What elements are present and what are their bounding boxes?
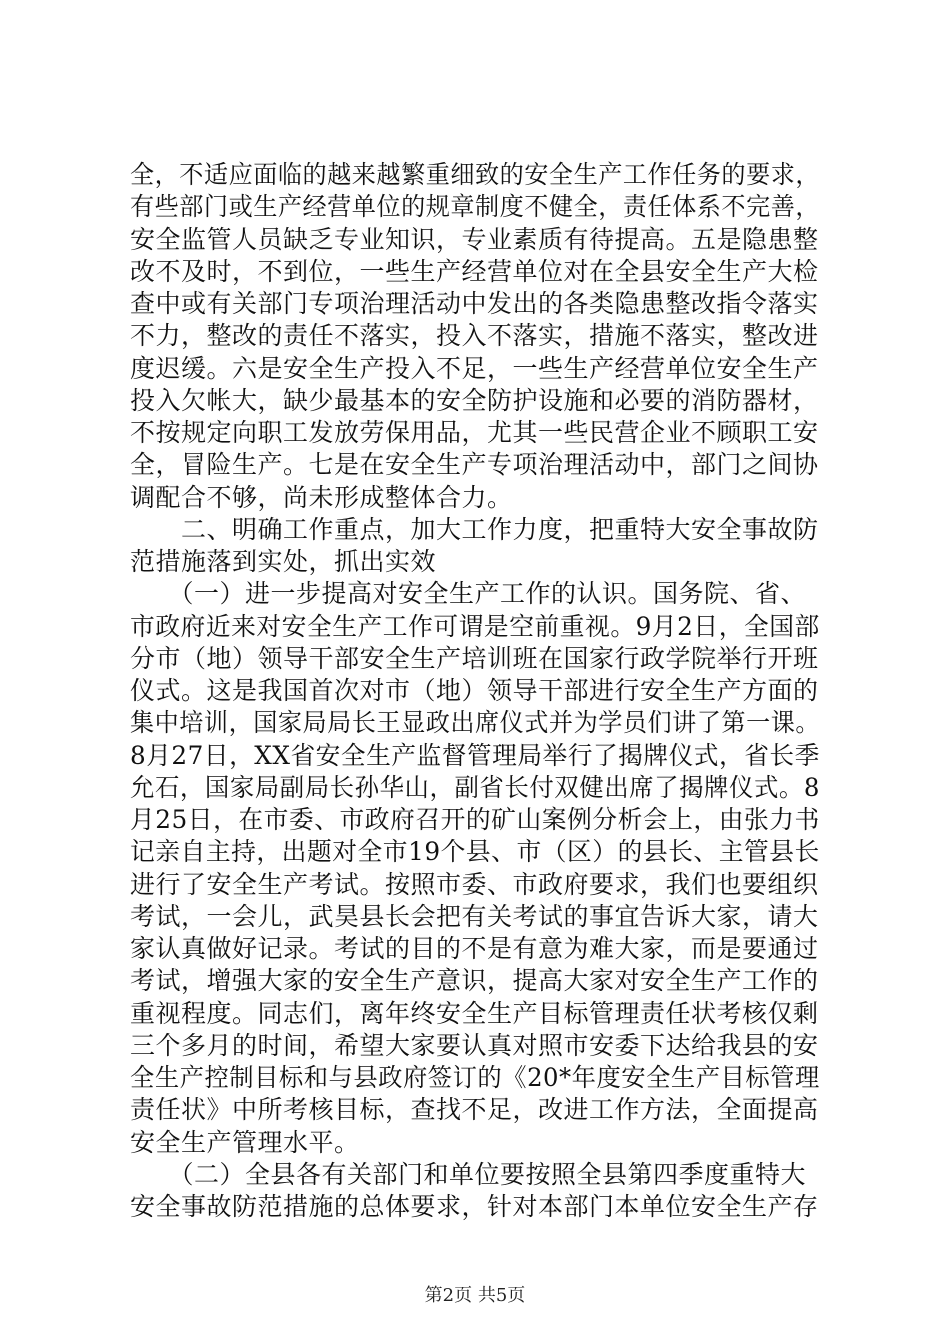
text-line: 全，不适应面临的越来越繁重细致的安全生产工作任务的要求， [130,160,821,189]
text-line: 重视程度。同志们，离年终安全生产目标管理责任状考核仅剩 [130,998,819,1028]
text-line: 全，冒险生产。七是在安全生产专项治理活动中，部门之间协 [130,450,819,480]
text-line: 二、明确工作重点，加大工作力度，把重特大安全事故防 [130,514,819,544]
text-line: 改不及时，不到位，一些生产经营单位对在全县安全生产大检 [130,256,819,286]
text-line: 家认真做好记录。考试的目的不是有意为难大家，而是要通过 [130,934,819,963]
text-line: 仪式。这是我国首次对市（地）领导干部进行安全生产方面的 [130,676,819,705]
text-line: 安全事故防范措施的总体要求，针对本部门本单位安全生产存 [130,1192,819,1221]
text-line: 不按规定向职工发放劳保用品，尤其一些民营企业不顾职工安 [130,418,819,447]
text-line: 查中或有关部门专项治理活动中发出的各类隐患整改指令落实 [130,289,819,318]
text-line: 记亲自主持，出题对全市19个县、市（区）的县长、主管县长 [130,837,820,867]
text-line: 8月27日，XX省安全生产监督管理局举行了揭牌仪式，省长季 [130,740,820,770]
text-line: （一）进一步提高对安全生产工作的认识。国务院、省、 [130,579,807,609]
text-line: （二）全县各有关部门和单位要按照全县第四季度重特大 [130,1159,807,1189]
text-line: 进行了安全生产考试。按照市委、市政府要求，我们也要组织 [130,869,819,899]
text-line: 不力，整改的责任不落实，投入不落实，措施不落实，整改进 [130,321,819,351]
text-line: 安全监管人员缺乏专业知识，专业素质有待提高。五是隐患整 [130,224,819,254]
text-line: 有些部门或生产经营单位的规章制度不健全，责任体系不完善， [130,192,821,222]
text-line: 考试，一会儿，武昊县长会把有关考试的事宜告诉大家，请大 [130,901,819,931]
text-line: 分市（地）领导干部安全生产培训班在国家行政学院举行开班 [130,643,819,673]
page-footer: 第2页 共5页 [424,1285,526,1306]
text-line: 集中培训，国家局局长王显政出席仪式并为学员们讲了第一课。 [130,708,821,738]
text-line: 三个多月的时间，希望大家要认真对照市安委下达给我县的安 [130,1030,819,1060]
text-line: 安全生产管理水平。 [130,1127,360,1157]
text-line: 考试，增强大家的安全生产意识，提高大家对安全生产工作的 [130,966,819,996]
text-line: 度迟缓。六是安全生产投入不足，一些生产经营单位安全生产 [130,353,819,383]
text-line: 责任状》中所考核目标，查找不足，改进工作方法，全面提高 [130,1095,819,1125]
text-line: 调配合不够，尚未形成整体合力。 [130,482,513,512]
text-line: 月25日，在市委、市政府召开的矿山案例分析会上，由张力书 [130,805,820,834]
text-line: 允石，国家局副局长孙华山，副省长付双健出席了揭牌仪式。8 [130,772,820,802]
text-line: 全生产控制目标和与县政府签订的《20*年度安全生产目标管理 [130,1063,820,1092]
text-line: 范措施落到实处，抓出实效 [130,547,437,576]
text-line: 投入欠帐大，缺少最基本的安全防护设施和必要的消防器材， [130,385,819,415]
text-line: 市政府近来对安全生产工作可谓是空前重视。9月2日，全国部 [130,611,820,641]
